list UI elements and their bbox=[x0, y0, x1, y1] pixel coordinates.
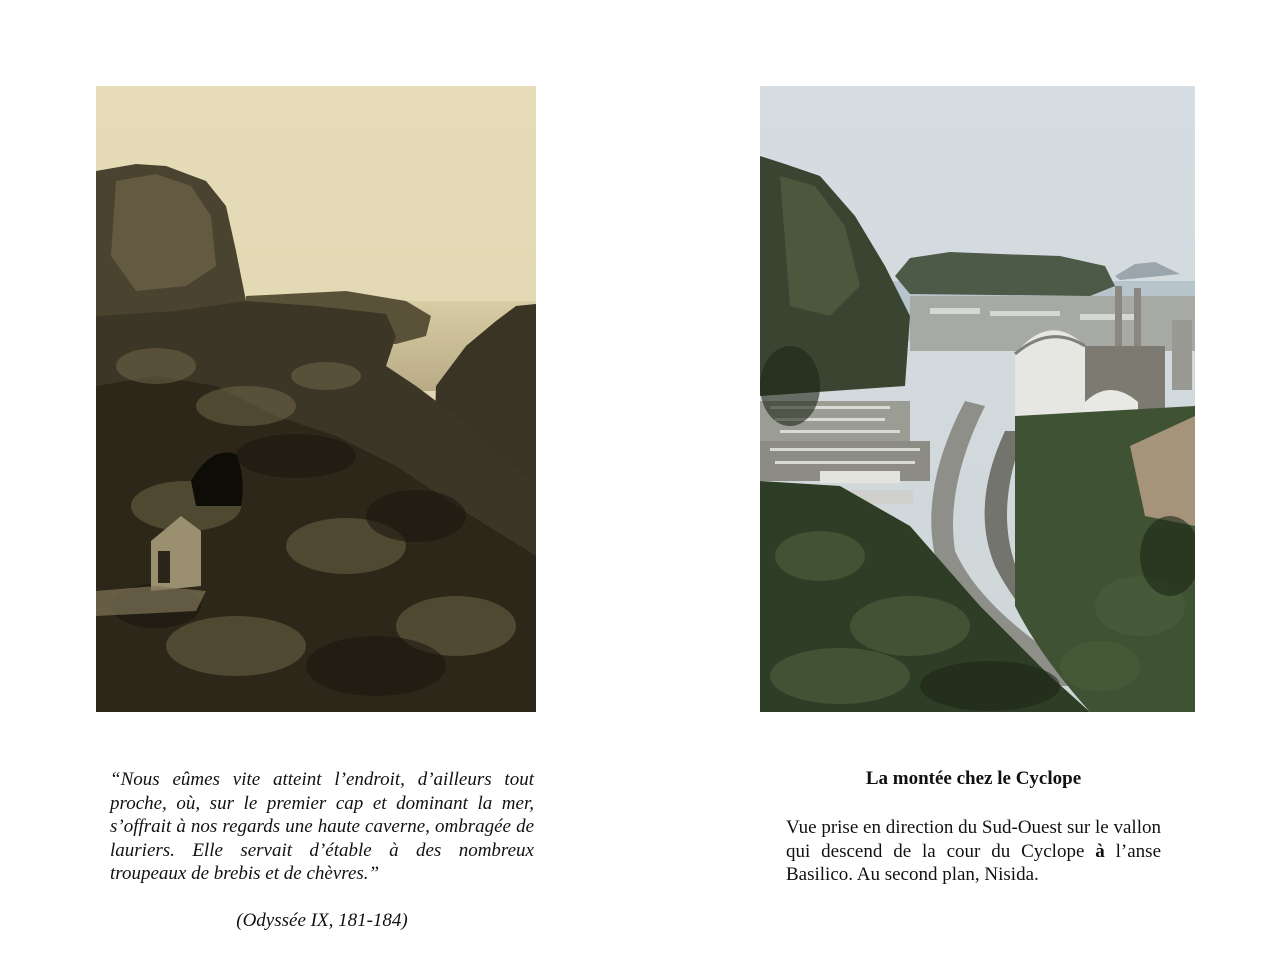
photo-caption-title: La montée chez le Cyclope bbox=[865, 768, 1082, 789]
quote-citation: (Odyssée IX, 181-184) bbox=[236, 910, 408, 931]
valley-nisida-photo bbox=[760, 86, 1195, 712]
odyssey-quote: “Nous eûmes vite atteint l’endroit, d’ailleurs tout proche, où, sur le premier cap et dominant la mer, s’offrait à nos regards une haute caverne, ombragée de lauriers. Elle servait d’étable à des nombreux troupeaux de brebis et de chèvres.” bbox=[110, 769, 534, 884]
sepia-cliff-photo bbox=[96, 86, 536, 712]
caption-part2: l’anse Basilico. Au second plan, Nisida. bbox=[786, 840, 1161, 885]
photo-caption-text bbox=[786, 816, 1161, 887]
caption-bold-word: à bbox=[1095, 840, 1105, 862]
caption-part1: Vue prise en direction du Sud-Ouest sur le vallon qui descend de la cour du Cyclope bbox=[786, 817, 1161, 862]
